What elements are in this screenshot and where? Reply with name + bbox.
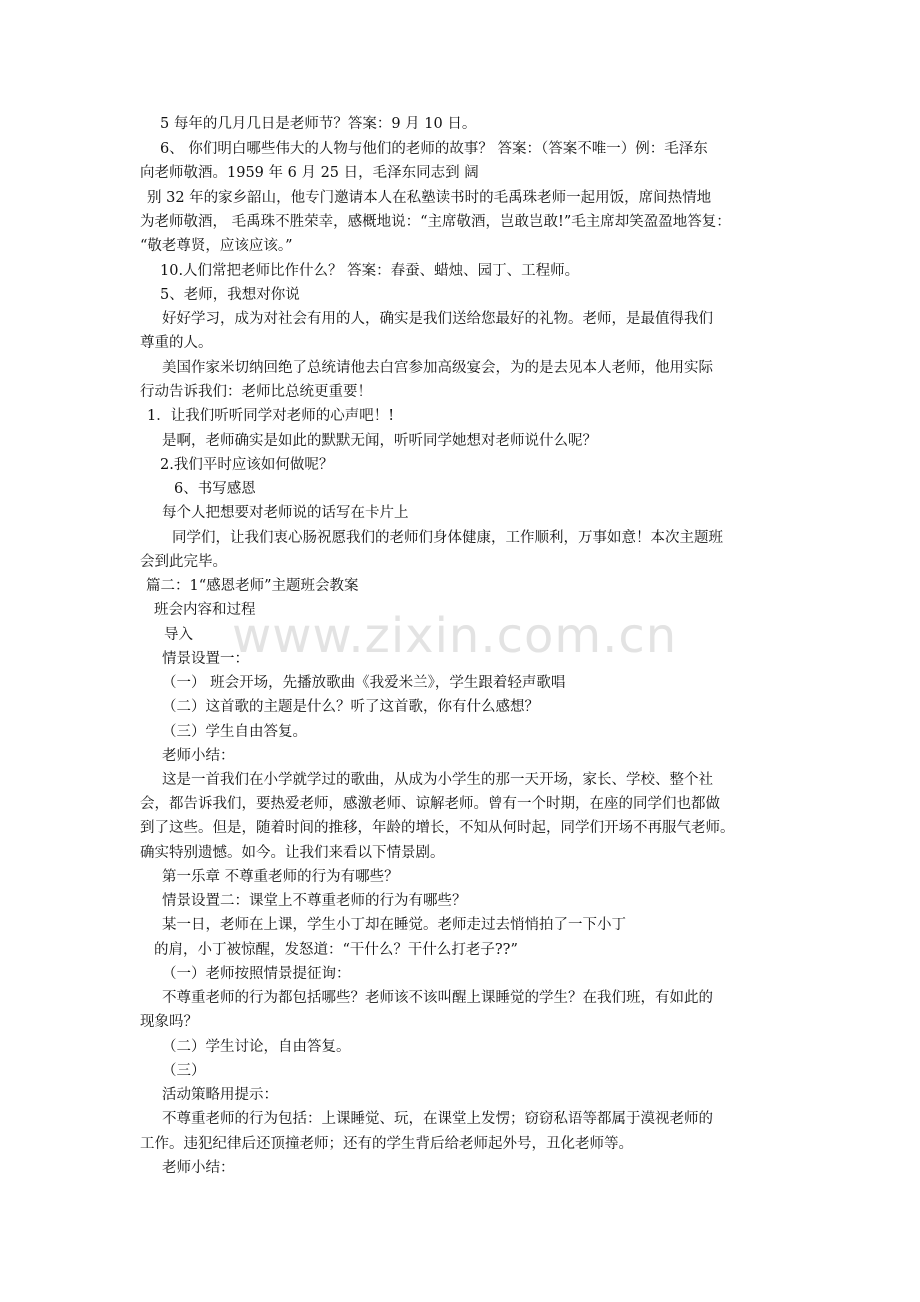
text-line: 现象吗？	[140, 1014, 198, 1030]
text-line: 班会内容和过程	[154, 602, 256, 618]
text-line: （二）这首歌的主题是什么？听了这首歌，你有什么感想？	[162, 699, 539, 715]
text-line: 到了这些。但是，随着时间的推移，年龄的增长，不知从何时起，同学们开场不再服气老师。	[140, 820, 735, 836]
text-line: 美国作家米切纳回绝了总统请他去白宫参加高级宴会，为的是去见本人老师，他用实际	[162, 360, 713, 376]
text-line: 为老师敬酒， 毛禹珠不胜荣幸，感概地说：“主席敬酒，岂敢岂敢!”毛主席却笑盈盈地答复：	[140, 214, 731, 230]
text-line: 6、 你们明白哪些伟大的人物与他们的老师的故事？ 答案：（答案不唯一）例：毛泽东	[160, 141, 708, 157]
text-line: 别 32 年的家乡韶山，他专门邀请本人在私塾读书时的毛禹珠老师一起用饭，席间热情地	[147, 190, 712, 206]
text-line: 6、书写感恩	[174, 481, 256, 497]
text-line: 同学们，让我们衷心肠祝愿我们的老师们身体健康，工作顺利，万事如意！本次主题班	[172, 530, 723, 546]
text-line: 尊重的人。	[140, 335, 213, 351]
text-line: 2.我们平时应该如何做呢？	[160, 457, 334, 473]
text-line: （一） 班会开场，先播放歌曲《我爱米兰》，学生跟着轻声歌唱	[162, 675, 566, 691]
text-line: 5 每年的几月几日是老师节？答案：9 月 10 日。	[160, 116, 477, 132]
text-line: 会到此完毕。	[140, 554, 227, 570]
text-line: 篇二：1“感恩老师”主题班会教案	[146, 578, 359, 594]
text-line: 这是一首我们在小学就学过的歌曲，从成为小学生的那一天开场，家长、学校、整个社	[162, 772, 713, 788]
text-line: 不尊重老师的行为包括：上课睡觉、玩，在课堂上发愣；窃窃私语等都属于漠视老师的	[162, 1111, 713, 1127]
text-line: （三）	[162, 1063, 206, 1079]
text-line: （二）学生讨论，自由答复。	[162, 1039, 351, 1055]
text-line: 某一日，老师在上课，学生小丁却在睡觉。老师走过去悄悄拍了一下小丁	[162, 917, 626, 933]
text-line: 导入	[164, 627, 193, 643]
text-line: 老师小结：	[162, 1160, 235, 1176]
text-line: 5、老师，我想对你说	[160, 287, 300, 303]
text-line: 第一乐章 不尊重老师的行为有哪些？	[162, 869, 399, 885]
text-line: 10.人们常把老师比作什么？ 答案：春蚕、蜡烛、园丁、工程师。	[160, 263, 580, 279]
text-line: （三）学生自由答复。	[162, 724, 307, 740]
text-line: 工作。违犯纪律后还顶撞老师；还有的学生背后给老师起外号，丑化老师等。	[140, 1136, 633, 1152]
text-line: 老师小结：	[162, 748, 235, 764]
text-line: “敬老尊贤，应该应该。”	[140, 238, 293, 254]
text-line: 每个人把想要对老师说的话写在卡片上	[162, 505, 409, 521]
watermark: www.zixin.com.cn	[232, 608, 678, 664]
text-line: 是啊，老师确实是如此的默默无闻，听听同学她想对老师说什么呢？	[162, 433, 597, 449]
text-line: 不尊重老师的行为都包括哪些？老师该不该叫醒上课睡觉的学生？在我们班，有如此的	[162, 990, 713, 1006]
text-line: （一）老师按照情景提征询：	[162, 966, 351, 982]
text-line: 会，都告诉我们，要热爱老师，感激老师、谅解老师。曾有一个时期，在座的同学们也都做	[140, 796, 720, 812]
text-line: 1．让我们听听同学对老师的心声吧！!	[147, 408, 395, 424]
text-line: 情景设置一：	[162, 651, 249, 667]
text-line: 的肩，小丁被惊醒，发怒道：“干什么？干什么打老子??”	[154, 942, 518, 958]
text-line: 活动策略用提示：	[162, 1087, 278, 1103]
text-line: 向老师敬酒。1959 年 6 月 25 日，毛泽东同志到 阔	[140, 165, 479, 181]
text-line: 好好学习，成为对社会有用的人，确实是我们送给您最好的礼物。老师，是最值得我们	[162, 311, 713, 327]
text-line: 行动告诉我们：老师比总统更重要！	[140, 384, 372, 400]
text-line: 情景设置二：课堂上不尊重老师的行为有哪些？	[162, 893, 467, 909]
text-line: 确实特别遗憾。如今。让我们来看以下情景剧。	[140, 845, 445, 861]
